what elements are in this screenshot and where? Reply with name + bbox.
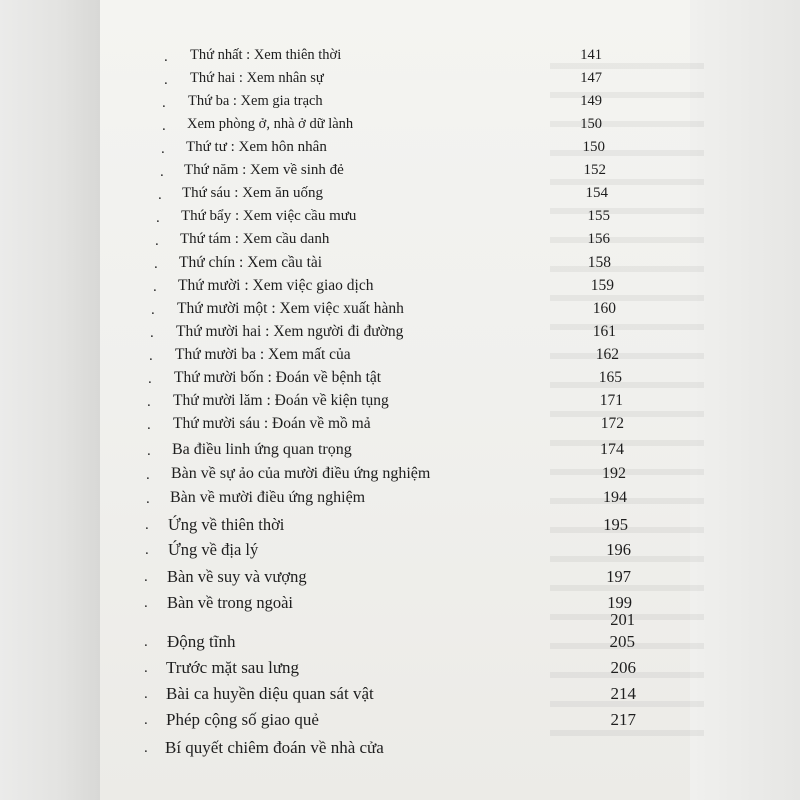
toc-entry-title: Thứ mười sáu : Đoán về mồ mả xyxy=(173,415,371,432)
toc-page-number: 194 xyxy=(603,489,627,506)
bullet-dot: . xyxy=(144,660,148,676)
toc-page-number: 195 xyxy=(603,515,628,534)
toc-page-number: 172 xyxy=(600,415,624,432)
toc-entry xyxy=(153,277,614,301)
toc-entry xyxy=(155,231,610,255)
toc-entry xyxy=(167,610,635,634)
toc-entry xyxy=(146,465,626,489)
toc-page-number: 199 xyxy=(607,593,632,612)
toc-entry xyxy=(156,208,610,232)
toc-entry-title: Thứ tám : Xem cầu danh xyxy=(180,231,330,247)
toc-page-number: 201 xyxy=(610,610,635,629)
toc-page-number: 154 xyxy=(585,185,608,201)
bullet-dot: . xyxy=(147,394,151,410)
bullet-dot: . xyxy=(154,256,158,272)
toc-entry xyxy=(146,489,627,513)
toc-entry-title: Động tĩnh xyxy=(167,632,236,651)
bullet-dot: . xyxy=(153,279,157,295)
toc-page-number: 160 xyxy=(592,300,616,317)
toc-entry xyxy=(144,738,636,762)
toc-entry xyxy=(147,392,623,416)
toc-page-number: 150 xyxy=(582,139,605,155)
bullet-dot: . xyxy=(147,417,151,433)
toc-page-number: 205 xyxy=(609,632,635,651)
toc-entry-title: Thứ tư : Xem hôn nhân xyxy=(186,139,327,155)
toc-page-number: 156 xyxy=(587,231,610,247)
toc-entry-title: Thứ sáu : Xem ăn uống xyxy=(182,185,324,201)
bullet-dot: . xyxy=(164,72,168,88)
toc-entry-title: Bí quyết chiêm đoán về nhà cửa xyxy=(165,738,384,757)
toc-entry xyxy=(150,323,616,347)
toc-entry-title: Ứng về thiên thời xyxy=(168,515,285,534)
bullet-dot: . xyxy=(155,233,159,249)
bullet-dot: . xyxy=(146,467,150,483)
bullet-dot: . xyxy=(147,443,151,459)
toc-page-number: 162 xyxy=(595,346,619,363)
toc-entry xyxy=(162,116,602,140)
bullet-dot: . xyxy=(145,542,149,558)
toc-entry-title: Thứ năm : Xem về sinh đẻ xyxy=(184,162,344,178)
toc-entry-title: Thứ mười bốn : Đoán về bệnh tật xyxy=(174,369,382,386)
toc-page-number: 165 xyxy=(598,369,622,386)
left-background xyxy=(0,0,100,800)
toc-entry-title: Bàn về mười điều ứng nghiệm xyxy=(170,489,366,506)
toc-page-number: 206 xyxy=(610,658,636,677)
toc-page-number: 152 xyxy=(583,162,606,178)
toc-entry-title: Thứ mười một : Xem việc xuất hành xyxy=(177,300,404,317)
toc-entry-title: Thứ bẩy : Xem việc cầu mưu xyxy=(181,208,357,224)
toc-entry-title: Thứ mười ba : Xem mất của xyxy=(175,346,351,363)
toc-page-number: 158 xyxy=(587,254,611,271)
toc-page-number: 214 xyxy=(610,684,636,703)
toc-page-number: 141 xyxy=(580,47,602,63)
toc-entry xyxy=(154,254,611,278)
toc-entry xyxy=(144,632,635,656)
toc-entry xyxy=(144,684,636,708)
toc-page-number: 159 xyxy=(590,277,614,294)
toc-page-number: 217 xyxy=(610,710,636,729)
toc-entry-title: Phép cộng số giao quẻ xyxy=(166,710,319,729)
toc-entry-title: Xem phòng ở, nhà ở dữ lành xyxy=(187,116,354,132)
toc-page-number: 196 xyxy=(606,540,631,559)
toc-entry xyxy=(149,346,619,370)
toc-entry-title: Thứ nhất : Xem thiên thời xyxy=(190,47,342,63)
toc-entry-title: Thứ hai : Xem nhân sự xyxy=(190,70,324,86)
toc-entry-title: Trước mặt sau lưng xyxy=(166,658,300,677)
toc-entry-title: Thứ ba : Xem gia trạch xyxy=(188,93,323,109)
toc-page-number: 197 xyxy=(606,567,631,586)
toc-entry-title: Thứ chín : Xem cầu tài xyxy=(179,254,323,271)
toc-page-number: 155 xyxy=(587,208,610,224)
toc-entry-title: Bàn về suy và vượng xyxy=(167,567,307,586)
toc-page-number: 174 xyxy=(600,441,624,458)
bullet-dot: . xyxy=(144,686,148,702)
toc-entry xyxy=(145,540,631,564)
bullet-dot: . xyxy=(144,634,148,650)
toc-page-number: 171 xyxy=(599,392,623,409)
toc-entry xyxy=(158,185,608,209)
bullet-dot: . xyxy=(144,712,148,728)
bullet-dot: . xyxy=(146,491,150,507)
toc-entry xyxy=(162,93,602,117)
toc-page-number: 192 xyxy=(602,465,626,482)
toc-page-number: 147 xyxy=(580,70,602,86)
bullet-dot: . xyxy=(161,141,165,157)
bullet-dot: . xyxy=(144,740,148,756)
toc-page-number: 149 xyxy=(580,93,602,109)
toc-entry xyxy=(164,47,602,71)
toc-page-number: 150 xyxy=(580,116,602,132)
bullet-dot: . xyxy=(148,371,152,387)
bullet-dot: . xyxy=(150,325,154,341)
toc-entry-title: Bàn về trong ngoài xyxy=(167,593,294,612)
toc-entry xyxy=(147,441,624,465)
toc-entry-title: Ứng về địa lý xyxy=(168,540,259,559)
bullet-dot: . xyxy=(144,569,148,585)
bullet-dot: . xyxy=(145,517,149,533)
right-background xyxy=(690,0,800,800)
toc-entry xyxy=(160,162,606,186)
bullet-dot: . xyxy=(144,595,148,611)
bullet-dot: . xyxy=(164,49,168,65)
toc-entry xyxy=(161,139,605,163)
toc-entry-title: Bàn về sự ảo của mười điều ứng nghiệm xyxy=(171,465,431,482)
bullet-dot: . xyxy=(162,95,166,111)
toc-entry-title: Thứ mười lăm : Đoán về kiện tụng xyxy=(173,392,389,409)
toc-entry xyxy=(144,567,631,591)
bullet-dot: . xyxy=(151,302,155,318)
toc-entry-title: Bài ca huyền diệu quan sát vật xyxy=(166,684,374,703)
toc-entry xyxy=(144,658,636,682)
toc-entry xyxy=(145,515,628,539)
bullet-dot: . xyxy=(162,118,166,134)
toc-entry-title: Thứ mười : Xem việc giao dịch xyxy=(178,277,374,294)
toc-entry xyxy=(151,300,616,324)
toc-entry xyxy=(147,415,624,439)
bullet-dot: . xyxy=(160,164,164,180)
toc-entry xyxy=(148,369,622,393)
bullet-dot: . xyxy=(149,348,153,364)
bullet-dot: . xyxy=(158,187,162,203)
toc-entry-title: Ba điều linh ứng quan trọng xyxy=(172,441,352,458)
toc-page-number: 161 xyxy=(592,323,616,340)
toc-entry-title: Thứ mười hai : Xem người đi đường xyxy=(176,323,404,340)
toc-entry xyxy=(164,70,602,94)
bullet-dot: . xyxy=(156,210,160,226)
toc-entry xyxy=(144,710,636,734)
